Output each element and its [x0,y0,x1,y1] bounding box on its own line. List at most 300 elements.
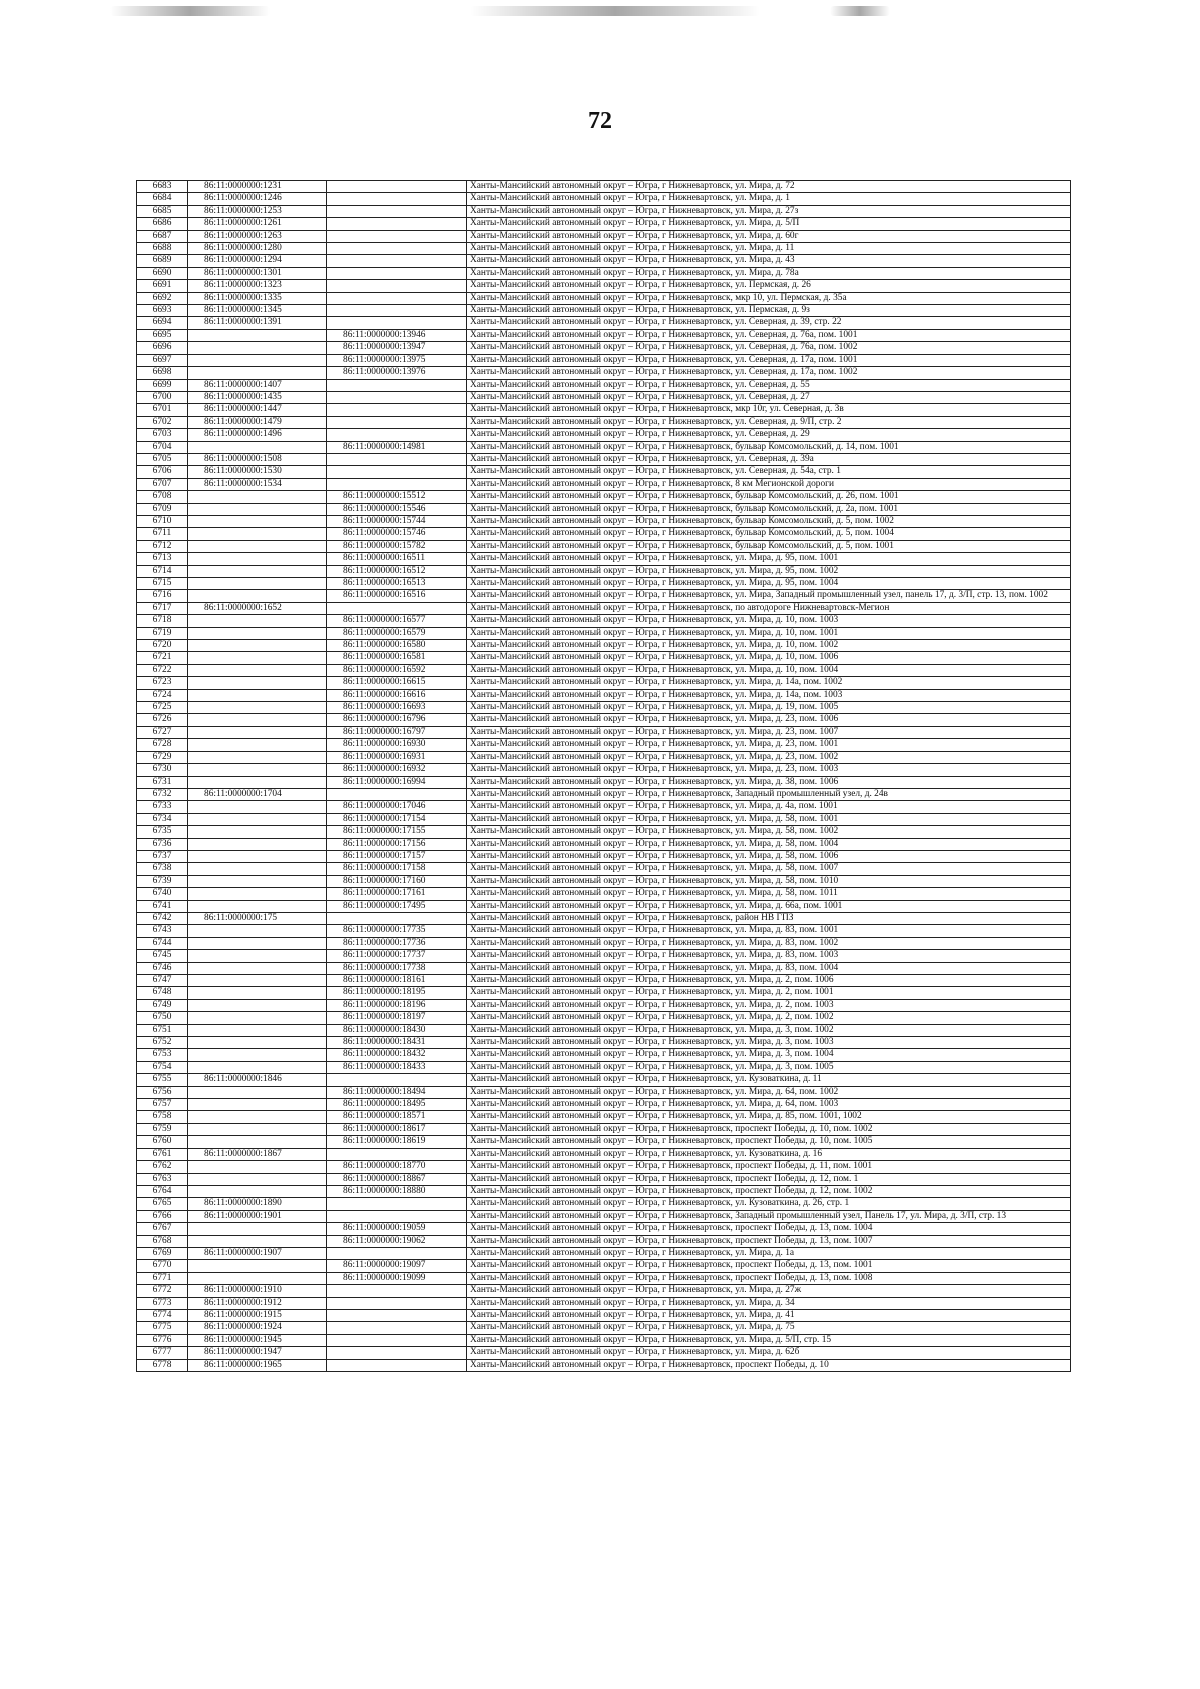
premises-cadastral-number-cell: 86:11:0000000:17737 [327,950,467,962]
land-cadastral-number-cell [188,540,327,552]
address-cell: Ханты-Мансийский автономный округ – Югра, г Нижневартовск, ул. Кузоваткина, д. 16 [467,1148,1071,1160]
row-number-cell: 6774 [137,1309,188,1321]
table-row [137,478,1071,490]
row-number-cell: 6725 [137,702,188,714]
table-row [137,615,1071,627]
premises-cadastral-number-cell [327,1297,467,1309]
row-number-cell: 6770 [137,1260,188,1272]
premises-cadastral-number-cell: 86:11:0000000:16511 [327,553,467,565]
table-row [137,305,1071,317]
row-number-cell: 6729 [137,751,188,763]
land-cadastral-number-cell [188,677,327,689]
table-row [137,590,1071,602]
row-number-cell: 6702 [137,416,188,428]
table-row [137,1347,1071,1359]
land-cadastral-number-cell [188,863,327,875]
address-cell: Ханты-Мансийский автономный округ – Югра, г Нижневартовск, ул. Мира, д. 34 [467,1297,1071,1309]
land-cadastral-number-cell [188,1086,327,1098]
premises-cadastral-number-cell [327,1247,467,1259]
premises-cadastral-number-cell [327,478,467,490]
row-number-cell: 6739 [137,875,188,887]
premises-cadastral-number-cell: 86:11:0000000:15782 [327,540,467,552]
row-number-cell: 6751 [137,1024,188,1036]
premises-cadastral-number-cell [327,305,467,317]
premises-cadastral-number-cell: 86:11:0000000:16516 [327,590,467,602]
table-row [137,627,1071,639]
address-cell: Ханты-Мансийский автономный округ – Югра, г Нижневартовск, ул. Северная, д. 76а, пом. 1001 [467,329,1071,341]
row-number-cell: 6722 [137,664,188,676]
row-number-cell: 6715 [137,578,188,590]
premises-cadastral-number-cell: 86:11:0000000:16931 [327,751,467,763]
premises-cadastral-number-cell: 86:11:0000000:18770 [327,1161,467,1173]
row-number-cell: 6683 [137,181,188,193]
address-cell: Ханты-Мансийский автономный округ – Югра, г Нижневартовск, ул. Мира, д. 38, пом. 1006 [467,776,1071,788]
address-cell: Ханты-Мансийский автономный округ – Югра, г Нижневартовск, ул. Мира, д. 11 [467,243,1071,255]
address-cell: Ханты-Мансийский автономный округ – Югра, г Нижневартовск, мкр 10г, ул. Северная, д. 3в [467,404,1071,416]
land-cadastral-number-cell: 86:11:0000000:1846 [188,1074,327,1086]
premises-cadastral-number-cell: 86:11:0000000:13947 [327,342,467,354]
row-number-cell: 6723 [137,677,188,689]
row-number-cell: 6758 [137,1111,188,1123]
land-cadastral-number-cell: 86:11:0000000:1910 [188,1285,327,1297]
row-number-cell: 6727 [137,726,188,738]
row-number-cell: 6763 [137,1173,188,1185]
premises-cadastral-number-cell: 86:11:0000000:18617 [327,1123,467,1135]
row-number-cell: 6696 [137,342,188,354]
land-cadastral-number-cell: 86:11:0000000:175 [188,912,327,924]
address-cell: Ханты-Мансийский автономный округ – Югра, г Нижневартовск, ул. Мира, д. 1а [467,1247,1071,1259]
row-number-cell: 6742 [137,912,188,924]
address-cell: Ханты-Мансийский автономный округ – Югра, г Нижневартовск, ул. Северная, д. 76а, пом. 1002 [467,342,1071,354]
row-number-cell: 6773 [137,1297,188,1309]
land-cadastral-number-cell [188,342,327,354]
address-cell: Ханты-Мансийский автономный округ – Югра, г Нижневартовск, ул. Северная, д. 17а, пом. 1002 [467,367,1071,379]
premises-cadastral-number-cell [327,1285,467,1297]
address-cell: Ханты-Мансийский автономный округ – Югра, г Нижневартовск, по автодороге Нижневартовск-Мегион [467,602,1071,614]
address-cell: Ханты-Мансийский автономный округ – Югра, г Нижневартовск, ул. Мира, д. 66а, пом. 1001 [467,900,1071,912]
table-row [137,1049,1071,1061]
table-row [137,1223,1071,1235]
address-cell: Ханты-Мансийский автономный округ – Югра, г Нижневартовск, проспект Победы, д. 12, пом. 1 [467,1173,1071,1185]
table-row [137,503,1071,515]
address-cell: Ханты-Мансийский автономный округ – Югра, г Нижневартовск, ул. Мира, д. 58, пом. 1011 [467,888,1071,900]
premises-cadastral-number-cell: 86:11:0000000:17160 [327,875,467,887]
table-row [137,1161,1071,1173]
land-cadastral-number-cell: 86:11:0000000:1652 [188,602,327,614]
land-cadastral-number-cell [188,1024,327,1036]
row-number-cell: 6710 [137,515,188,527]
address-cell: Ханты-Мансийский автономный округ – Югра, г Нижневартовск, ул. Кузоваткина, д. 26, стр. 1 [467,1198,1071,1210]
row-number-cell: 6778 [137,1359,188,1371]
row-number-cell: 6695 [137,329,188,341]
address-cell: Ханты-Мансийский автономный округ – Югра, г Нижневартовск, ул. Мира, д. 2, пом. 1003 [467,999,1071,1011]
address-cell: Ханты-Мансийский автономный округ – Югра, г Нижневартовск, ул. Мира, д. 10, пом. 1001 [467,627,1071,639]
premises-cadastral-number-cell: 86:11:0000000:18880 [327,1185,467,1197]
premises-cadastral-number-cell [327,1309,467,1321]
table-row [137,875,1071,887]
land-cadastral-number-cell [188,1111,327,1123]
address-cell: Ханты-Мансийский автономный округ – Югра, г Нижневартовск, проспект Победы, д. 13, пом. 1004 [467,1223,1071,1235]
premises-cadastral-number-cell [327,391,467,403]
address-cell: Ханты-Мансийский автономный округ – Югра, г Нижневартовск, ул. Мира, д. 64, пом. 1003 [467,1099,1071,1111]
table-row [137,540,1071,552]
premises-cadastral-number-cell: 86:11:0000000:17155 [327,826,467,838]
row-number-cell: 6760 [137,1136,188,1148]
row-number-cell: 6767 [137,1223,188,1235]
table-row [137,1198,1071,1210]
table-row [137,441,1071,453]
table-row [137,702,1071,714]
premises-cadastral-number-cell: 86:11:0000000:16932 [327,764,467,776]
address-cell: Ханты-Мансийский автономный округ – Югра, г Нижневартовск, ул. Мира, д. 23, пом. 1003 [467,764,1071,776]
address-cell: Ханты-Мансийский автономный округ – Югра, г Нижневартовск, ул. Мира, д. 23, пом. 1007 [467,726,1071,738]
row-number-cell: 6737 [137,850,188,862]
address-cell: Ханты-Мансийский автономный округ – Югра, г Нижневартовск, ул. Северная, д. 39, стр. 22 [467,317,1071,329]
table-row [137,1037,1071,1049]
row-number-cell: 6764 [137,1185,188,1197]
row-number-cell: 6716 [137,590,188,602]
table-row [137,1334,1071,1346]
address-cell: Ханты-Мансийский автономный округ – Югра, г Нижневартовск, ул. Мира, д. 60г [467,230,1071,242]
land-cadastral-number-cell [188,528,327,540]
address-cell: Ханты-Мансийский автономный округ – Югра, г Нижневартовск, бульвар Комсомольский, д. 2а, пом. 1001 [467,503,1071,515]
table-row [137,912,1071,924]
land-cadastral-number-cell [188,1099,327,1111]
table-row [137,925,1071,937]
row-number-cell: 6705 [137,453,188,465]
table-row [137,726,1071,738]
premises-cadastral-number-cell: 86:11:0000000:17161 [327,888,467,900]
premises-cadastral-number-cell: 86:11:0000000:18494 [327,1086,467,1098]
table-row [137,280,1071,292]
land-cadastral-number-cell: 86:11:0000000:1391 [188,317,327,329]
table-row [137,739,1071,751]
row-number-cell: 6706 [137,466,188,478]
address-cell: Ханты-Мансийский автономный округ – Югра, г Нижневартовск, ул. Северная, д. 17а, пом. 1001 [467,354,1071,366]
land-cadastral-number-cell [188,615,327,627]
address-cell: Ханты-Мансийский автономный округ – Югра, г Нижневартовск, мкр 10, ул. Пермская, д. 35а [467,292,1071,304]
address-cell: Ханты-Мансийский автономный округ – Югра, г Нижневартовск, ул. Северная, д. 9/П, стр. 2 [467,416,1071,428]
row-number-cell: 6684 [137,193,188,205]
row-number-cell: 6719 [137,627,188,639]
premises-cadastral-number-cell: 86:11:0000000:17736 [327,937,467,949]
row-number-cell: 6776 [137,1334,188,1346]
premises-cadastral-number-cell: 86:11:0000000:15546 [327,503,467,515]
table-row [137,677,1071,689]
premises-cadastral-number-cell [327,292,467,304]
land-cadastral-number-cell [188,553,327,565]
registry-table-body [137,181,1071,1372]
page-number: 72 [588,108,612,134]
row-number-cell: 6701 [137,404,188,416]
land-cadastral-number-cell [188,888,327,900]
address-cell: Ханты-Мансийский автономный округ – Югра, г Нижневартовск, ул. Мира, д. 10, пом. 1003 [467,615,1071,627]
address-cell: Ханты-Мансийский автономный округ – Югра, г Нижневартовск, бульвар Комсомольский, д. 14, пом. 1001 [467,441,1071,453]
address-cell: Ханты-Мансийский автономный округ – Югра, г Нижневартовск, проспект Победы, д. 10, пом. 1005 [467,1136,1071,1148]
land-cadastral-number-cell [188,640,327,652]
land-cadastral-number-cell [188,515,327,527]
table-row [137,1099,1071,1111]
premises-cadastral-number-cell: 86:11:0000000:18571 [327,1111,467,1123]
scan-smudge-right [830,6,890,16]
address-cell: Ханты-Мансийский автономный округ – Югра, г Нижневартовск, проспект Победы, д. 13, пом. 1001 [467,1260,1071,1272]
premises-cadastral-number-cell [327,193,467,205]
address-cell: Ханты-Мансийский автономный округ – Югра, г Нижневартовск, ул. Пермская, д. 9з [467,305,1071,317]
land-cadastral-number-cell [188,1037,327,1049]
row-number-cell: 6745 [137,950,188,962]
land-cadastral-number-cell [188,813,327,825]
address-cell: Ханты-Мансийский автономный округ – Югра, г Нижневартовск, район НВ ГПЗ [467,912,1071,924]
address-cell: Ханты-Мансийский автономный округ – Югра, г Нижневартовск, ул. Мира, д. 43 [467,255,1071,267]
land-cadastral-number-cell [188,875,327,887]
land-cadastral-number-cell: 86:11:0000000:1261 [188,218,327,230]
row-number-cell: 6691 [137,280,188,292]
land-cadastral-number-cell [188,826,327,838]
address-cell: Ханты-Мансийский автономный округ – Югра, г Нижневартовск, проспект Победы, д. 11, пом. 1001 [467,1161,1071,1173]
row-number-cell: 6744 [137,937,188,949]
premises-cadastral-number-cell: 86:11:0000000:15746 [327,528,467,540]
land-cadastral-number-cell [188,565,327,577]
row-number-cell: 6747 [137,975,188,987]
table-row [137,267,1071,279]
land-cadastral-number-cell: 86:11:0000000:1435 [188,391,327,403]
row-number-cell: 6692 [137,292,188,304]
table-row [137,1235,1071,1247]
address-cell: Ханты-Мансийский автономный округ – Югра, г Нижневартовск, бульвар Комсомольский, д. 5, пом. 1004 [467,528,1071,540]
land-cadastral-number-cell [188,1049,327,1061]
table-row [137,975,1071,987]
row-number-cell: 6688 [137,243,188,255]
address-cell: Ханты-Мансийский автономный округ – Югра, г Нижневартовск, ул. Мира, д. 85, пом. 1001, 1002 [467,1111,1071,1123]
premises-cadastral-number-cell: 86:11:0000000:15744 [327,515,467,527]
address-cell: Ханты-Мансийский автономный округ – Югра, г Нижневартовск, ул. Мира, д. 4а, пом. 1001 [467,801,1071,813]
scan-smudge-left [110,6,270,16]
land-cadastral-number-cell [188,578,327,590]
row-number-cell: 6775 [137,1322,188,1334]
table-row [137,1260,1071,1272]
land-cadastral-number-cell [188,962,327,974]
premises-cadastral-number-cell [327,379,467,391]
premises-cadastral-number-cell: 86:11:0000000:17735 [327,925,467,937]
land-cadastral-number-cell [188,491,327,503]
address-cell: Ханты-Мансийский автономный округ – Югра, г Нижневартовск, 8 км Мегионской дороги [467,478,1071,490]
premises-cadastral-number-cell [327,1148,467,1160]
row-number-cell: 6697 [137,354,188,366]
table-row [137,1247,1071,1259]
land-cadastral-number-cell [188,850,327,862]
land-cadastral-number-cell [188,925,327,937]
table-row [137,1074,1071,1086]
table-row [137,640,1071,652]
row-number-cell: 6698 [137,367,188,379]
row-number-cell: 6740 [137,888,188,900]
land-cadastral-number-cell [188,1185,327,1197]
land-cadastral-number-cell: 86:11:0000000:1924 [188,1322,327,1334]
land-cadastral-number-cell: 86:11:0000000:1263 [188,230,327,242]
premises-cadastral-number-cell: 86:11:0000000:17158 [327,863,467,875]
row-number-cell: 6755 [137,1074,188,1086]
table-row [137,937,1071,949]
premises-cadastral-number-cell: 86:11:0000000:18867 [327,1173,467,1185]
land-cadastral-number-cell [188,714,327,726]
table-row [137,528,1071,540]
table-row [137,1359,1071,1371]
premises-cadastral-number-cell [327,1334,467,1346]
address-cell: Ханты-Мансийский автономный округ – Югра, г Нижневартовск, ул. Мира, Западный промышленный узел, панель 17, д. 3/П, стр. 13, пом. 1002 [467,590,1071,602]
row-number-cell: 6712 [137,540,188,552]
table-row [137,1024,1071,1036]
land-cadastral-number-cell [188,999,327,1011]
table-row [137,1111,1071,1123]
address-cell: Ханты-Мансийский автономный округ – Югра, г Нижневартовск, ул. Северная, д. 55 [467,379,1071,391]
address-cell: Ханты-Мансийский автономный округ – Югра, г Нижневартовск, ул. Мира, д. 3, пом. 1005 [467,1061,1071,1073]
land-cadastral-number-cell: 86:11:0000000:1867 [188,1148,327,1160]
table-row [137,329,1071,341]
table-row [137,900,1071,912]
table-row [137,565,1071,577]
land-cadastral-number-cell [188,1136,327,1148]
land-cadastral-number-cell: 86:11:0000000:1294 [188,255,327,267]
premises-cadastral-number-cell: 86:11:0000000:19097 [327,1260,467,1272]
address-cell: Ханты-Мансийский автономный округ – Югра, г Нижневартовск, ул. Мира, д. 95, пом. 1001 [467,553,1071,565]
premises-cadastral-number-cell: 86:11:0000000:16615 [327,677,467,689]
address-cell: Ханты-Мансийский автономный округ – Югра, г Нижневартовск, проспект Победы, д. 12, пом. 1002 [467,1185,1071,1197]
address-cell: Ханты-Мансийский автономный округ – Югра, г Нижневартовск, бульвар Комсомольский, д. 5, пом. 1002 [467,515,1071,527]
address-cell: Ханты-Мансийский автономный округ – Югра, г Нижневартовск, ул. Мира, д. 95, пом. 1004 [467,578,1071,590]
table-row [137,1173,1071,1185]
address-cell: Ханты-Мансийский автономный округ – Югра, г Нижневартовск, ул. Мира, д. 83, пом. 1002 [467,937,1071,949]
address-cell: Ханты-Мансийский автономный округ – Югра, г Нижневартовск, ул. Мира, д. 23, пом. 1001 [467,739,1071,751]
row-number-cell: 6709 [137,503,188,515]
table-row [137,987,1071,999]
land-cadastral-number-cell [188,1272,327,1284]
premises-cadastral-number-cell: 86:11:0000000:13975 [327,354,467,366]
row-number-cell: 6724 [137,689,188,701]
premises-cadastral-number-cell: 86:11:0000000:16577 [327,615,467,627]
row-number-cell: 6765 [137,1198,188,1210]
row-number-cell: 6771 [137,1272,188,1284]
table-row [137,664,1071,676]
land-cadastral-number-cell [188,329,327,341]
row-number-cell: 6735 [137,826,188,838]
premises-cadastral-number-cell: 86:11:0000000:19059 [327,1223,467,1235]
premises-cadastral-number-cell: 86:11:0000000:16580 [327,640,467,652]
row-number-cell: 6756 [137,1086,188,1098]
land-cadastral-number-cell [188,937,327,949]
row-number-cell: 6750 [137,1012,188,1024]
table-row [137,1210,1071,1222]
address-cell: Ханты-Мансийский автономный округ – Югра, г Нижневартовск, ул. Северная, д. 29 [467,429,1071,441]
row-number-cell: 6700 [137,391,188,403]
address-cell: Ханты-Мансийский автономный округ – Югра, г Нижневартовск, ул. Северная, д. 27 [467,391,1071,403]
address-cell: Ханты-Мансийский автономный округ – Югра, г Нижневартовск, ул. Мира, д. 14а, пом. 1003 [467,689,1071,701]
premises-cadastral-number-cell: 86:11:0000000:17157 [327,850,467,862]
row-number-cell: 6713 [137,553,188,565]
table-row [137,193,1071,205]
land-cadastral-number-cell [188,664,327,676]
address-cell: Ханты-Мансийский автономный округ – Югра, г Нижневартовск, ул. Мира, д. 1 [467,193,1071,205]
table-row [137,243,1071,255]
premises-cadastral-number-cell [327,416,467,428]
premises-cadastral-number-cell: 86:11:0000000:17154 [327,813,467,825]
scan-smudge-center [470,6,760,16]
premises-cadastral-number-cell [327,205,467,217]
row-number-cell: 6711 [137,528,188,540]
row-number-cell: 6687 [137,230,188,242]
land-cadastral-number-cell: 86:11:0000000:1907 [188,1247,327,1259]
row-number-cell: 6738 [137,863,188,875]
table-row [137,367,1071,379]
row-number-cell: 6690 [137,267,188,279]
premises-cadastral-number-cell: 86:11:0000000:18431 [327,1037,467,1049]
table-row [137,205,1071,217]
table-row [137,342,1071,354]
table-row [137,379,1071,391]
land-cadastral-number-cell [188,1173,327,1185]
land-cadastral-number-cell: 86:11:0000000:1231 [188,181,327,193]
address-cell: Ханты-Мансийский автономный округ – Югра, г Нижневартовск, ул. Мира, д. 2, пом. 1006 [467,975,1071,987]
premises-cadastral-number-cell [327,317,467,329]
table-row [137,888,1071,900]
premises-cadastral-number-cell: 86:11:0000000:13946 [327,329,467,341]
table-row [137,1123,1071,1135]
table-row [137,354,1071,366]
land-cadastral-number-cell [188,801,327,813]
row-number-cell: 6717 [137,602,188,614]
table-row [137,652,1071,664]
land-cadastral-number-cell: 86:11:0000000:1530 [188,466,327,478]
premises-cadastral-number-cell [327,602,467,614]
land-cadastral-number-cell [188,503,327,515]
land-cadastral-number-cell [188,751,327,763]
table-row [137,1297,1071,1309]
table-row [137,416,1071,428]
land-cadastral-number-cell: 86:11:0000000:1890 [188,1198,327,1210]
premises-cadastral-number-cell [327,243,467,255]
row-number-cell: 6743 [137,925,188,937]
land-cadastral-number-cell [188,764,327,776]
premises-cadastral-number-cell: 86:11:0000000:16797 [327,726,467,738]
row-number-cell: 6699 [137,379,188,391]
row-number-cell: 6748 [137,987,188,999]
land-cadastral-number-cell [188,689,327,701]
land-cadastral-number-cell [188,1223,327,1235]
address-cell: Ханты-Мансийский автономный округ – Югра, г Нижневартовск, ул. Мира, д. 2, пом. 1002 [467,1012,1071,1024]
table-row [137,1086,1071,1098]
row-number-cell: 6730 [137,764,188,776]
row-number-cell: 6768 [137,1235,188,1247]
row-number-cell: 6753 [137,1049,188,1061]
table-row [137,1272,1071,1284]
address-cell: Ханты-Мансийский автономный округ – Югра, г Нижневартовск, ул. Мира, д. 58, пом. 1001 [467,813,1071,825]
address-cell: Ханты-Мансийский автономный округ – Югра, г Нижневартовск, ул. Пермская, д. 26 [467,280,1071,292]
premises-cadastral-number-cell: 86:11:0000000:18495 [327,1099,467,1111]
table-row [137,515,1071,527]
table-row [137,404,1071,416]
address-cell: Ханты-Мансийский автономный округ – Югра, г Нижневартовск, ул. Мира, д. 62б [467,1347,1071,1359]
table-row [137,826,1071,838]
premises-cadastral-number-cell [327,788,467,800]
premises-cadastral-number-cell: 86:11:0000000:16693 [327,702,467,714]
premises-cadastral-number-cell: 86:11:0000000:18619 [327,1136,467,1148]
table-row [137,181,1071,193]
table-row [137,1012,1071,1024]
land-cadastral-number-cell [188,950,327,962]
table-row [137,813,1071,825]
row-number-cell: 6714 [137,565,188,577]
address-cell: Ханты-Мансийский автономный округ – Югра, г Нижневартовск, ул. Мира, д. 58, пом. 1006 [467,850,1071,862]
table-row [137,230,1071,242]
